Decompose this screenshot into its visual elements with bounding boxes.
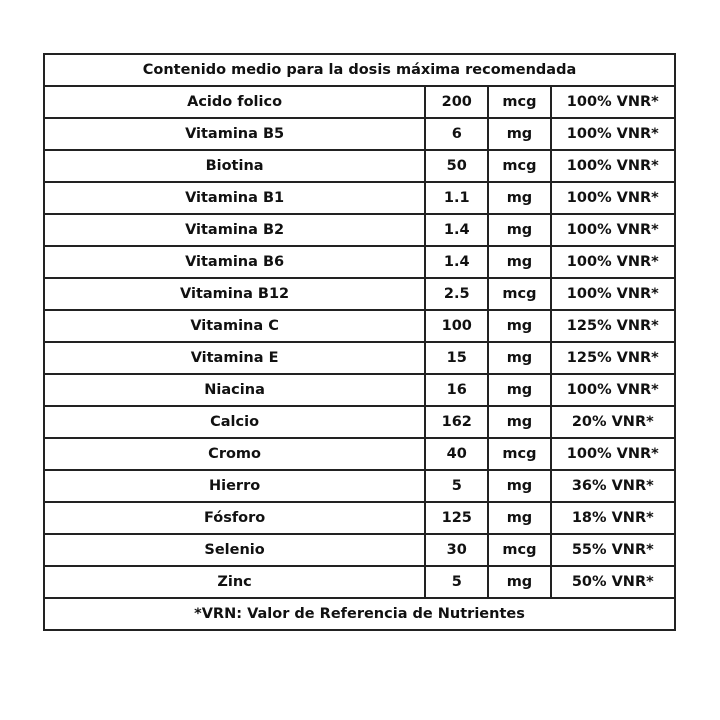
- nutrient-unit: mcg: [488, 534, 550, 566]
- nutrient-amount: 6: [425, 118, 488, 150]
- nutrient-amount: 40: [425, 438, 488, 470]
- nutrient-unit: mg: [488, 406, 550, 438]
- nutrient-name: Vitamina B1: [44, 182, 425, 214]
- nutrient-name: Acido folico: [44, 86, 425, 118]
- nutrient-vnr: 100% VNR*: [551, 150, 675, 182]
- nutrient-unit: mg: [488, 118, 550, 150]
- nutrient-name: Vitamina B5: [44, 118, 425, 150]
- nutrient-name: Vitamina E: [44, 342, 425, 374]
- nutrient-amount: 15: [425, 342, 488, 374]
- nutrient-vnr: 100% VNR*: [551, 246, 675, 278]
- nutrient-unit: mg: [488, 214, 550, 246]
- table-row: [44, 502, 675, 534]
- nutrient-amount: 125: [425, 502, 488, 534]
- nutrient-name: Vitamina C: [44, 310, 425, 342]
- table-row: [44, 534, 675, 566]
- nutrient-amount: 100: [425, 310, 488, 342]
- table-row: [44, 438, 675, 470]
- nutrient-name: Vitamina B12: [44, 278, 425, 310]
- table-row: [44, 374, 675, 406]
- nutrient-vnr: 125% VNR*: [551, 342, 675, 374]
- nutrient-unit: mg: [488, 342, 550, 374]
- nutrient-name: Cromo: [44, 438, 425, 470]
- nutrient-amount: 5: [425, 470, 488, 502]
- nutrient-vnr: 50% VNR*: [551, 566, 675, 598]
- nutrient-amount: 162: [425, 406, 488, 438]
- nutrient-unit: mg: [488, 502, 550, 534]
- nutrient-unit: mg: [488, 182, 550, 214]
- nutrient-vnr: 55% VNR*: [551, 534, 675, 566]
- table-row: [44, 246, 675, 278]
- nutrient-amount: 1.4: [425, 246, 488, 278]
- nutrient-name: Calcio: [44, 406, 425, 438]
- nutrient-vnr: 100% VNR*: [551, 118, 675, 150]
- nutrient-name: Zinc: [44, 566, 425, 598]
- nutrient-unit: mcg: [488, 438, 550, 470]
- nutrient-vnr: 18% VNR*: [551, 502, 675, 534]
- nutrient-name: Niacina: [44, 374, 425, 406]
- table-row: [44, 342, 675, 374]
- nutrient-name: Selenio: [44, 534, 425, 566]
- nutrient-vnr: 125% VNR*: [551, 310, 675, 342]
- nutrient-unit: mg: [488, 470, 550, 502]
- nutrient-amount: 30: [425, 534, 488, 566]
- table-row: [44, 566, 675, 598]
- nutrient-unit: mg: [488, 310, 550, 342]
- nutrient-vnr: 36% VNR*: [551, 470, 675, 502]
- table-row: [44, 182, 675, 214]
- nutrient-unit: mcg: [488, 150, 550, 182]
- nutrient-unit: mg: [488, 246, 550, 278]
- table-footnote: *VRN: Valor de Referencia de Nutrientes: [44, 598, 675, 630]
- nutrient-unit: mg: [488, 374, 550, 406]
- table-footer-row: [44, 598, 675, 630]
- table-header-row: [44, 54, 675, 86]
- nutrient-name: Fósforo: [44, 502, 425, 534]
- nutrient-vnr: 100% VNR*: [551, 374, 675, 406]
- nutrient-amount: 16: [425, 374, 488, 406]
- nutrient-amount: 2.5: [425, 278, 488, 310]
- nutrient-amount: 200: [425, 86, 488, 118]
- nutrient-name: Vitamina B2: [44, 214, 425, 246]
- nutrition-table-body: [44, 54, 675, 630]
- nutrient-amount: 5: [425, 566, 488, 598]
- table-row: [44, 278, 675, 310]
- nutrient-name: Biotina: [44, 150, 425, 182]
- nutrient-vnr: 100% VNR*: [551, 86, 675, 118]
- nutrient-vnr: 20% VNR*: [551, 406, 675, 438]
- table-row: [44, 470, 675, 502]
- table-row: [44, 406, 675, 438]
- nutrient-vnr: 100% VNR*: [551, 438, 675, 470]
- table-row: [44, 86, 675, 118]
- table-title: Contenido medio para la dosis máxima recomendada: [44, 54, 675, 86]
- table-row: [44, 150, 675, 182]
- nutrient-vnr: 100% VNR*: [551, 278, 675, 310]
- nutrition-table: [43, 53, 676, 631]
- nutrient-name: Vitamina B6: [44, 246, 425, 278]
- nutrient-amount: 1.1: [425, 182, 488, 214]
- nutrient-unit: mg: [488, 566, 550, 598]
- table-row: [44, 214, 675, 246]
- nutrient-unit: mcg: [488, 278, 550, 310]
- nutrient-vnr: 100% VNR*: [551, 182, 675, 214]
- nutrient-amount: 50: [425, 150, 488, 182]
- nutrient-unit: mcg: [488, 86, 550, 118]
- nutrient-name: Hierro: [44, 470, 425, 502]
- table-row: [44, 310, 675, 342]
- table-row: [44, 118, 675, 150]
- nutrient-vnr: 100% VNR*: [551, 214, 675, 246]
- nutrient-amount: 1.4: [425, 214, 488, 246]
